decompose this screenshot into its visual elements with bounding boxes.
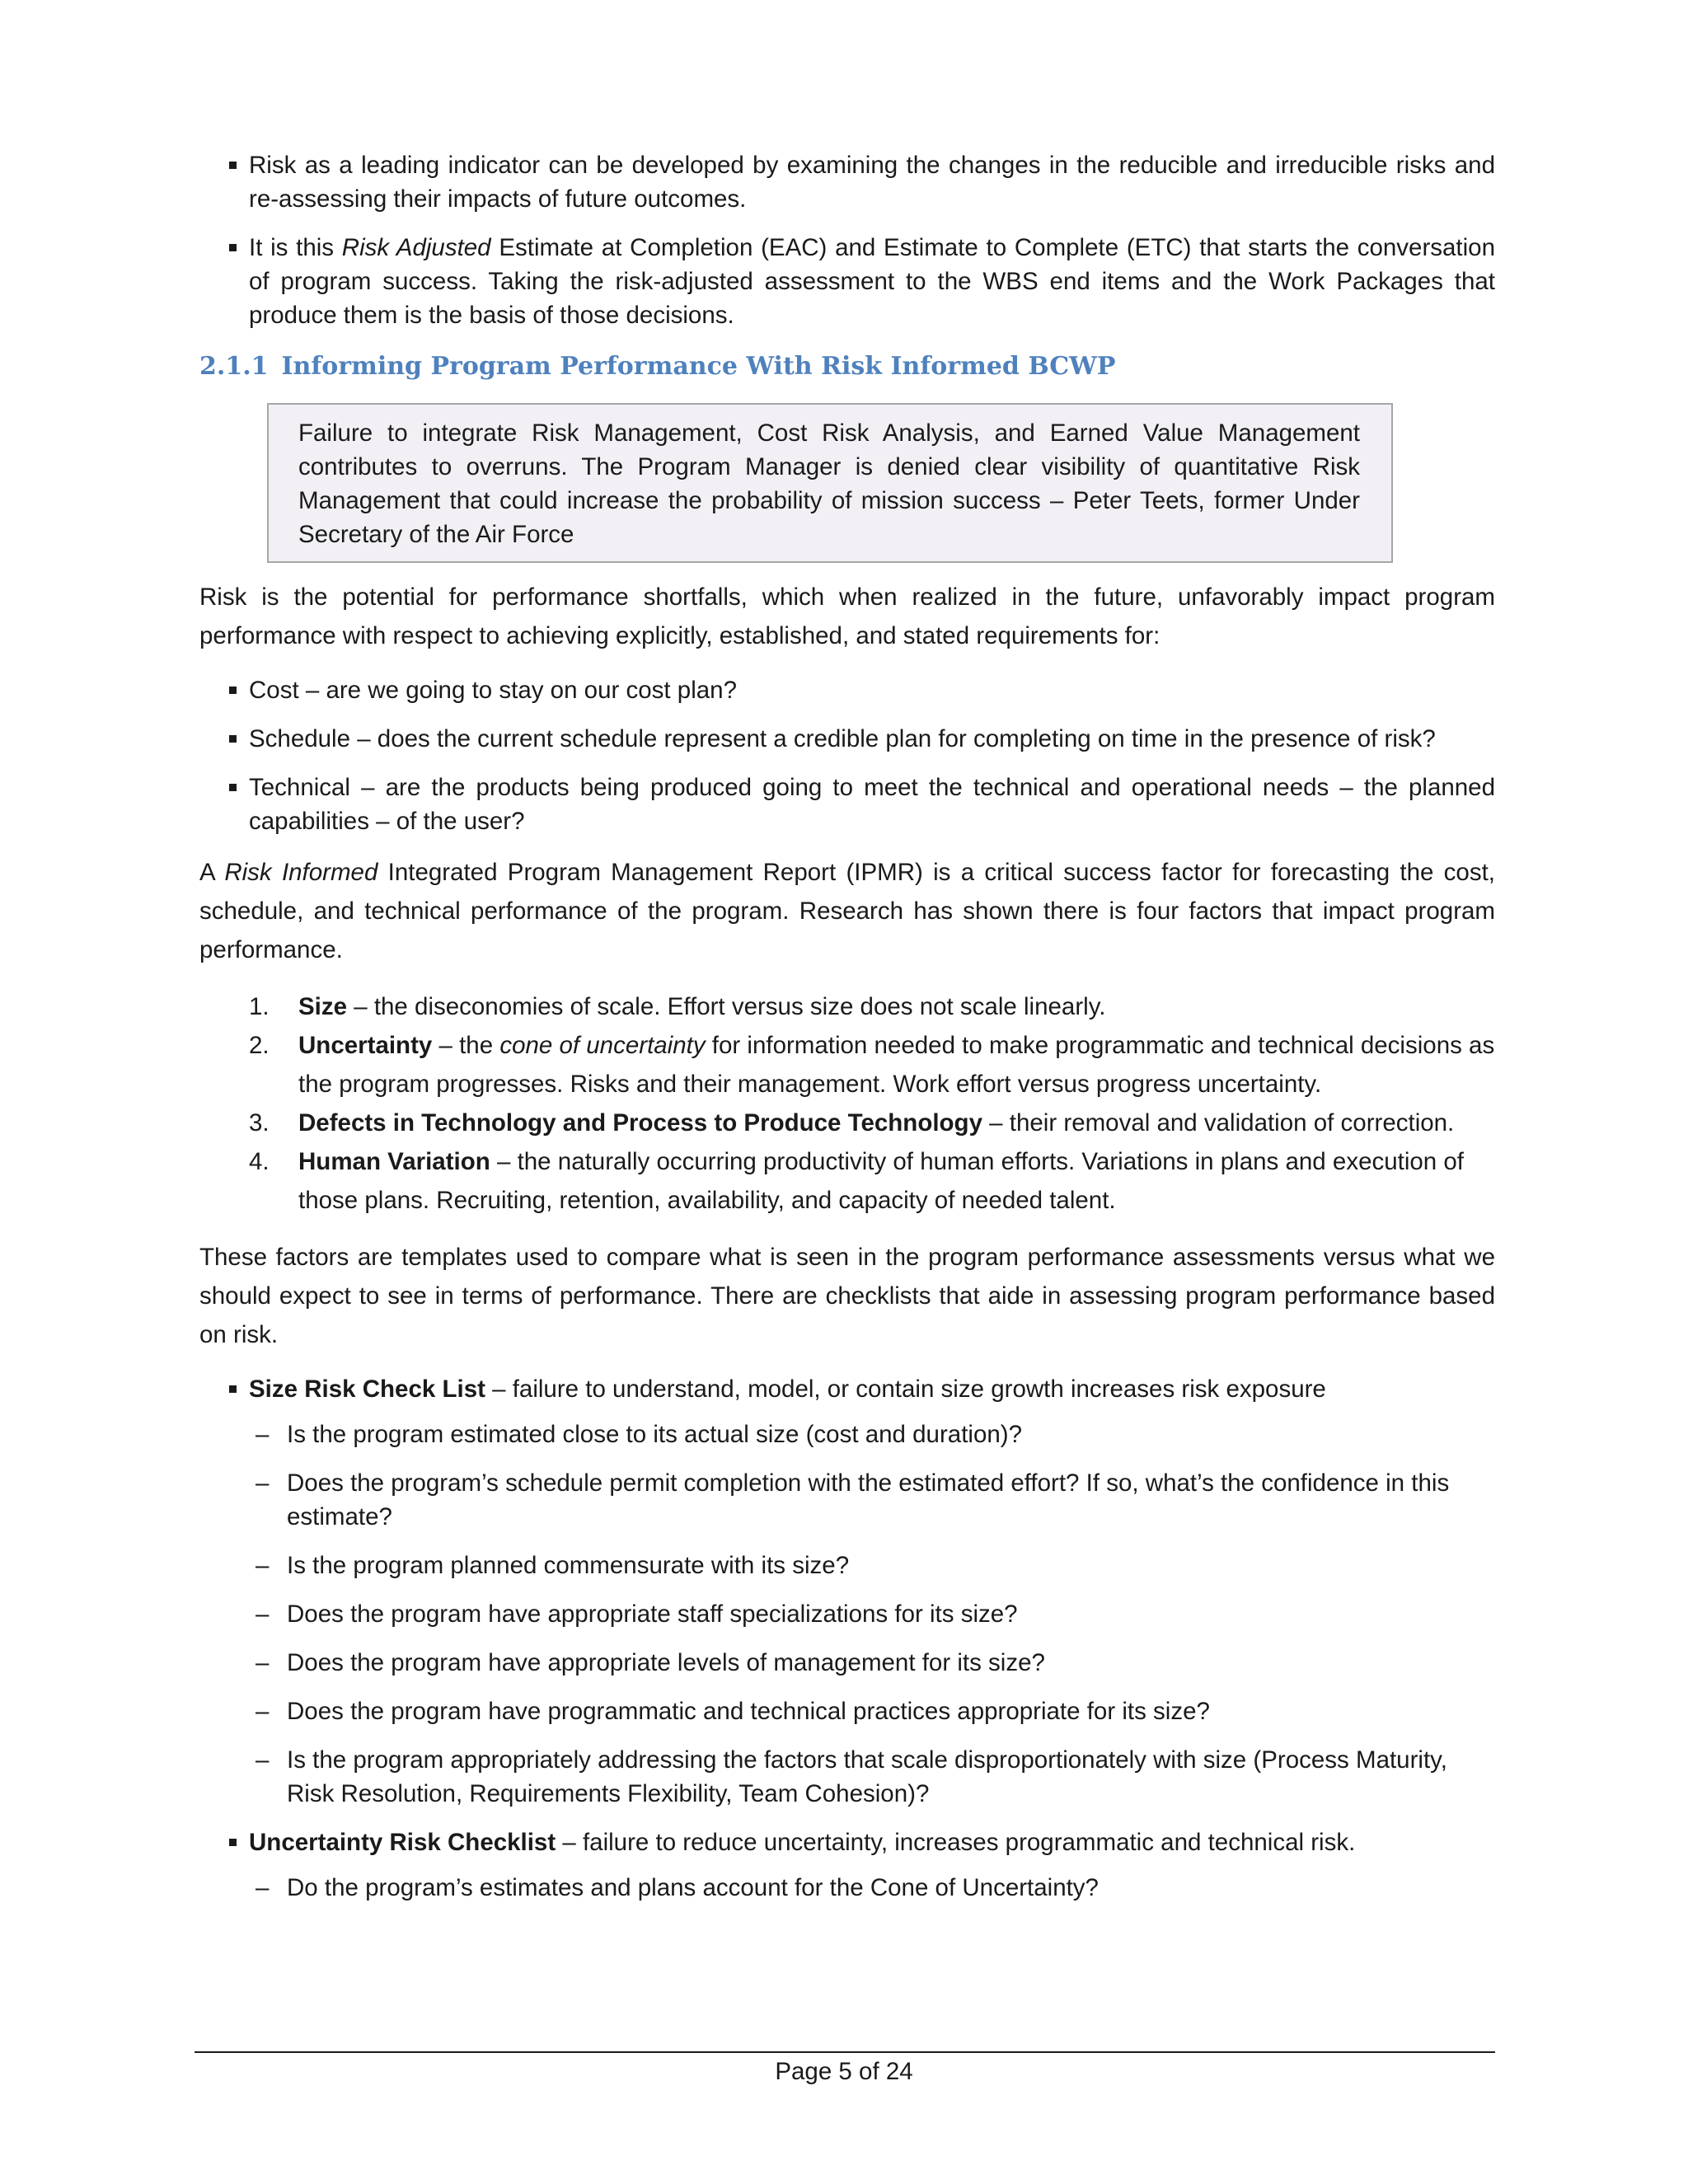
size-checklist-items	[199, 1418, 1495, 1811]
list-item: Cost – are we going to stay on our cost plan?	[199, 673, 1495, 707]
factor-numbered-list	[199, 987, 1495, 1220]
checklist-bullet-list	[199, 1825, 1495, 1859]
paragraph: Risk is the potential for performance shortfalls, which when realized in the future, unfavorably impact program performance with respect to achieving explicitly, established, and stated requirements for:	[199, 583, 1495, 649]
list-item: 2. Uncertainty – the cone of uncertainty for information needed to make programmatic and technical decisions as the program progresses. Risks and their management. Work effort versus progress uncertainty.	[249, 1032, 1495, 1098]
list-item: Size Risk Check List – failure to understand, model, or contain size growth increases risk exposure	[199, 1372, 1495, 1406]
list-item: – Is the program appropriately addressing the factors that scale disproportionately with size (Process Maturity, Risk Resolution, Requirements Flexibility, Team Cohesion)?	[199, 1743, 1495, 1811]
paragraph: A Risk Informed Integrated Program Management Report (IPMR) is a critical success factor for forecasting the cost, schedule, and technical performance of the program. Research has shown there is four factors that impact program performance.	[199, 859, 1495, 963]
list-item: Risk as a leading indicator can be developed by examining the changes in the reducible and irreducible risks and re-assessing their impacts of future outcomes.	[199, 148, 1495, 216]
list-item: – Does the program’s schedule permit completion with the estimated effort? If so, what’s the confidence in this estimate?	[199, 1466, 1495, 1534]
quote-box: Failure to integrate Risk Management, Cost Risk Analysis, and Earned Value Management contributes to overruns. The Program Manager is denied clear visibility of quantitative Risk Management that could increase the probability of mission success – Peter Teets, former Under Secretary of the Air Force	[267, 403, 1393, 563]
list-item: 1. Size – the diseconomies of scale. Effort versus size does not scale linearly.	[249, 993, 1106, 1020]
paragraph: These factors are templates used to compare what is seen in the program performance assessments versus what we should expect to see in terms of performance. There are checklists that aide in assessing program performance based on risk.	[199, 1244, 1495, 1348]
list-item: 3. Defects in Technology and Process to Produce Technology – their removal and validation of correction.	[249, 1109, 1455, 1137]
section-number: 2.1.1	[199, 352, 269, 381]
checklist-bullet-list	[199, 1372, 1495, 1406]
list-item: Technical – are the products being produced going to meet the technical and operational needs – the planned capabilities – of the user?	[199, 771, 1495, 838]
list-item: Uncertainty Risk Checklist – failure to reduce uncertainty, increases programmatic and technical risk.	[199, 1825, 1495, 1859]
list-item: – Does the program have programmatic and technical practices appropriate for its size?	[199, 1694, 1495, 1728]
list-item: – Is the program estimated close to its actual size (cost and duration)?	[199, 1418, 1495, 1451]
section-title: Informing Program Performance With Risk Informed BCWP	[281, 352, 1116, 381]
top-bullet-list	[199, 148, 1495, 332]
page-number: Page 5 of 24	[775, 2058, 913, 2085]
requirement-bullet-list	[199, 673, 1495, 838]
section-heading	[199, 350, 1495, 383]
list-item: – Is the program planned commensurate with its size?	[199, 1549, 1495, 1582]
list-item: 4. Human Variation – the naturally occurring productivity of human efforts. Variations in plans and execution of those plans. Recruiting, retention, availability, and capacity of needed talent.	[249, 1148, 1464, 1214]
footer-divider	[195, 2051, 1495, 2053]
uncertainty-checklist-items	[199, 1871, 1495, 1905]
list-item: – Do the program’s estimates and plans account for the Cone of Uncertainty?	[199, 1871, 1495, 1905]
document-page	[199, 148, 1495, 1919]
list-item: Schedule – does the current schedule represent a credible plan for completing on time in the presence of risk?	[199, 722, 1495, 756]
list-item: – Does the program have appropriate staff specializations for its size?	[199, 1597, 1495, 1631]
list-item: – Does the program have appropriate levels of management for its size?	[199, 1646, 1495, 1680]
list-item: It is this Risk Adjusted Estimate at Completion (EAC) and Estimate to Complete (ETC) that starts the conversation of program success. Taking the risk-adjusted assessment to the WBS end items and the Work Packages that produce them is the basis of those decisions.	[199, 231, 1495, 332]
